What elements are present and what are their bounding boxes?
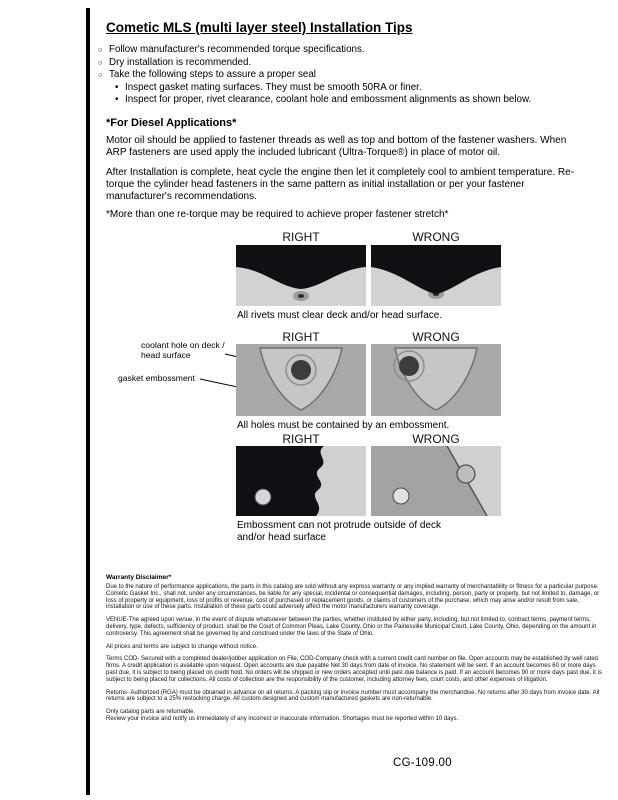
tip-sub-bullet: • Inspect gasket mating surfaces. They must be smooth 50RA or finer. — [115, 82, 598, 95]
wrong-label: WRONG — [412, 230, 460, 244]
tip-bullet: ○ Take the following steps to assure a proper seal — [98, 69, 598, 82]
retorque-note: *More than one re-torque may be required to achieve proper fastener stretch* — [106, 209, 449, 220]
warranty-disclaimer-heading: Warranty Disclaimer* — [106, 574, 172, 581]
warranty-paragraph: VENUE-The agreed upon venue, in the event of dispute whatsoever between the parties, whether instituted by either party, including, but not limited to, contract terms, payment terms, delivery, type, defects, sufficiency of product, shall be the Court of Common Pleas, Lake County, Ohio or the Painesville Municipal Court, Lake County, Ohio, depending on the amount in controversy. This agreement shall be governed by and construed under the laws of the State of Ohio. — [106, 617, 597, 637]
tips-list — [98, 44, 598, 107]
left-border-rule — [86, 8, 90, 795]
warranty-disclaimer — [106, 584, 608, 729]
diesel-applications-heading: *For Diesel Applications* — [106, 117, 237, 129]
row2-caption: All holes must be contained by an embossment. — [237, 420, 450, 431]
warranty-paragraph: All prices and terms are subject to change without notice. — [106, 643, 258, 650]
gasket-embossment-label: gasket embossment — [118, 373, 195, 383]
right-label: RIGHT — [282, 432, 320, 446]
tip-bullet: ○ Dry installation is recommended. — [98, 57, 598, 70]
protrude-right-diagram — [236, 446, 366, 516]
wrong-label: WRONG — [412, 330, 460, 344]
rivet-right-diagram — [236, 245, 366, 306]
warranty-paragraph: Only catalog parts are returnable. — [106, 709, 196, 716]
embossment-right-diagram — [236, 344, 366, 416]
row1-caption: All rivets must clear deck and/or head surface. — [237, 310, 443, 321]
diesel-paragraph-1: Motor oil should be applied to fastener threads as well as top and bottom of the fastener washers. When ARP fasteners are used apply the included lubricant (Ultra-Torque®) in place of motor oil. — [106, 135, 567, 159]
right-label: RIGHT — [282, 230, 320, 244]
warranty-paragraph: Returns- Authorized (RGA) must be obtained in advance on all returns. A packing slip or invoice number must accompany the merchandise. No returns after 30 days from invoice date. All returns are subject to a 25% restocking charge. All custom designed and custom manufactured gaskets are non-returnable. — [106, 689, 600, 703]
rivet-wrong-diagram — [371, 245, 501, 306]
warranty-paragraph: Terms COD- Secured with a completed dealer/jobber application on File, COD-Company check with a current credit card number on file. Open accounts may be established by well rated firms. A credit application is available upon request. Open accounts are due payable Net 30 days from date of invoice. No statement will be sent. If an account becomes 60 or more days past due, it is subject to being placed on credit hold. No orders will be shipped or new orders accepted until past due balance is paid. If an account becomes 90 or more days past due, it is subject to being placed for collections. All costs of collection are the responsibility of the customer, including attorney fees, court costs, and other expenses of litigation. — [106, 656, 602, 683]
right-label: RIGHT — [282, 330, 320, 344]
wrong-label: WRONG — [412, 432, 460, 446]
tip-bullet: ○ Follow manufacturer's recommended torque specifications. — [98, 44, 598, 57]
page-title: Cometic MLS (multi layer steel) Installation Tips — [106, 20, 413, 35]
row3-caption: Embossment can not protrude outside of deck and/or head surface — [237, 520, 442, 543]
diesel-paragraph-2: After Installation is complete, heat cycle the engine then let it completely cool to ambient temperature. Re-torque the cylinder head fasteners in the same pattern as initial installation or per your fastener manufacturer's recommendations. — [106, 167, 575, 203]
warranty-paragraph: Due to the nature of performance applications, the parts in this catalog are sold without any express warranty or any implied warranty of merchantability or fitness for a particular purpose. Cometic Gasket Inc., shall not, under any circumstances, be liable for any special, incidental or consequential damages, including, person, party or property, but not limited to, damage, or loss of property or equipment, loss of profits or revenue, cost of purchased or replacement goods, or claims of customers of the purchase, which may arise and/or result from sale, installation or use of these parts. Installation of these parts could adversely affect the motor manufacturers warranty coverage. — [106, 584, 600, 611]
coolant-hole-label: coolant hole on deck / head surface — [141, 340, 225, 360]
embossment-wrong-diagram — [371, 344, 501, 416]
doc-number: CG-109.00 — [393, 757, 452, 769]
protrude-wrong-diagram — [371, 446, 501, 516]
tip-sub-bullet: • Inspect for proper, rivet clearance, coolant hole and embossment alignments as shown below. — [115, 94, 598, 107]
warranty-paragraph: Review your invoice and notify us immediately of any incorrect or inaccurate information. Shortages must be reported within 10 days. — [106, 715, 459, 722]
